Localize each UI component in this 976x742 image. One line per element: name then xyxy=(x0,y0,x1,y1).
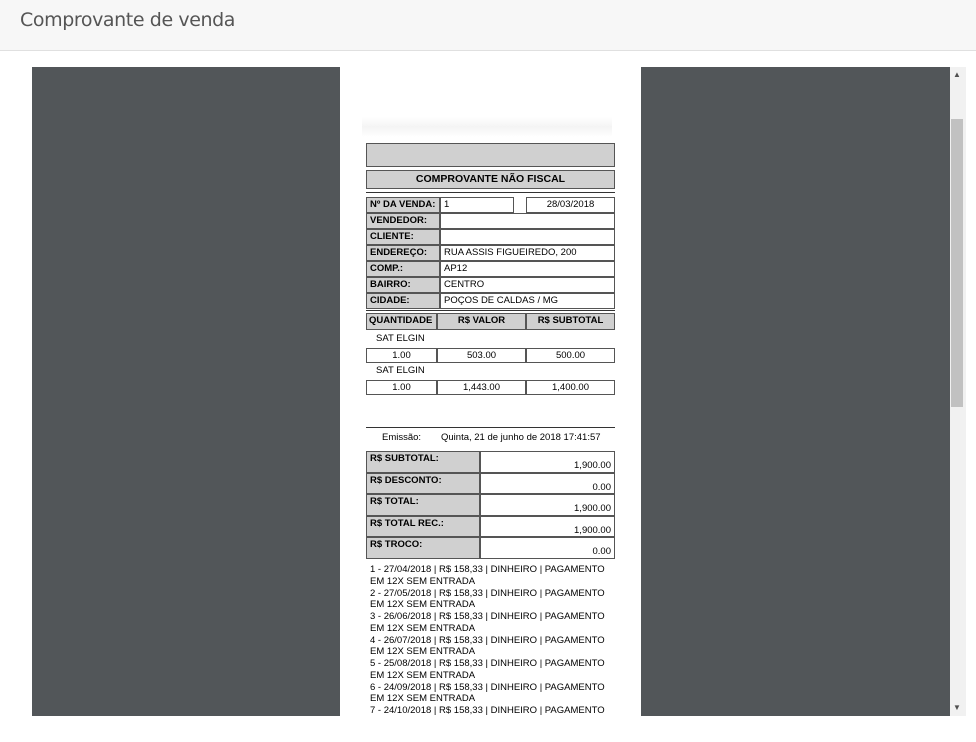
info-label: COMP.: xyxy=(366,261,440,277)
item-qty: 1.00 xyxy=(366,380,437,395)
sale-date: 28/03/2018 xyxy=(526,197,615,213)
col-value-header: R$ VALOR xyxy=(437,313,526,330)
info-value: AP12 xyxy=(440,261,615,277)
info-label: CIDADE: xyxy=(366,293,440,309)
item-qty: 1.00 xyxy=(366,348,437,363)
emission-label: Emissão: xyxy=(382,432,422,443)
info-value: POÇOS DE CALDAS / MG xyxy=(440,293,615,309)
col-subtotal-header: R$ SUBTOTAL xyxy=(526,313,615,330)
info-label: VENDEDOR: xyxy=(366,213,440,229)
viewer-scrollbar[interactable] xyxy=(950,67,966,716)
payment-item: 7 - 24/10/2018 | R$ 158,33 | DINHEIRO | PAGAMENTO xyxy=(370,705,605,716)
info-label: CLIENTE: xyxy=(366,229,440,245)
payment-item: 5 - 25/08/2018 | R$ 158,33 | DINHEIRO | PAGAMENTO EM 12X SEM ENTRADA xyxy=(370,658,605,681)
item-value: 503.00 xyxy=(437,348,526,363)
scroll-down-icon[interactable]: ▼ xyxy=(953,703,961,712)
item-value: 1,443.00 xyxy=(437,380,526,395)
divider xyxy=(366,310,615,311)
emission-value: Quinta, 21 de junho de 2018 17:41:57 xyxy=(441,432,601,443)
header-blank-box xyxy=(366,143,615,167)
scroll-thumb[interactable] xyxy=(951,119,963,407)
total-value: 1,900.00 xyxy=(480,494,615,516)
item-name: SAT ELGIN xyxy=(376,365,425,376)
total-value: 1,900.00 xyxy=(480,516,615,538)
modal-title: Comprovante de venda xyxy=(20,9,236,31)
item-name: SAT ELGIN xyxy=(376,333,425,344)
info-value: CENTRO xyxy=(440,277,615,293)
sale-number-label: Nº DA VENDA: xyxy=(366,197,440,213)
total-label: R$ TOTAL REC.: xyxy=(366,516,480,538)
payment-item: 1 - 27/04/2018 | R$ 158,33 | DINHEIRO | PAGAMENTO EM 12X SEM ENTRADA xyxy=(370,564,605,587)
info-value xyxy=(440,213,615,229)
payment-list xyxy=(370,564,615,716)
total-value: 1,900.00 xyxy=(480,451,615,473)
payment-item: 2 - 27/05/2018 | R$ 158,33 | DINHEIRO | PAGAMENTO EM 12X SEM ENTRADA xyxy=(370,587,605,610)
pdf-viewer[interactable] xyxy=(32,67,950,716)
item-subtotal: 500.00 xyxy=(526,348,615,363)
receipt-page xyxy=(340,67,641,716)
sale-number: 1 xyxy=(440,197,514,213)
receipt-heading: COMPROVANTE NÃO FISCAL xyxy=(366,170,615,189)
col-qty-header: QUANTIDADE xyxy=(366,313,437,330)
total-label: R$ TOTAL: xyxy=(366,494,480,516)
total-label: R$ SUBTOTAL: xyxy=(366,451,480,473)
total-label: R$ TROCO: xyxy=(366,537,480,559)
info-value: RUA ASSIS FIGUEIREDO, 200 xyxy=(440,245,615,261)
total-label: R$ DESCONTO: xyxy=(366,473,480,495)
total-value: 0.00 xyxy=(480,537,615,559)
divider xyxy=(366,427,615,428)
item-subtotal: 1,400.00 xyxy=(526,380,615,395)
scroll-up-icon[interactable]: ▲ xyxy=(953,70,961,79)
payment-item: 6 - 24/09/2018 | R$ 158,33 | DINHEIRO | PAGAMENTO EM 12X SEM ENTRADA xyxy=(370,681,605,704)
modal-header xyxy=(0,0,976,51)
total-value: 0.00 xyxy=(480,473,615,495)
info-label: ENDEREÇO: xyxy=(366,245,440,261)
info-label: BAIRRO: xyxy=(366,277,440,293)
divider xyxy=(366,192,615,193)
payment-item: 4 - 26/07/2018 | R$ 158,33 | DINHEIRO | PAGAMENTO EM 12X SEM ENTRADA xyxy=(370,634,605,657)
info-value xyxy=(440,229,615,245)
logo-area xyxy=(362,117,612,137)
payment-item: 3 - 26/06/2018 | R$ 158,33 | DINHEIRO | PAGAMENTO EM 12X SEM ENTRADA xyxy=(370,611,605,634)
